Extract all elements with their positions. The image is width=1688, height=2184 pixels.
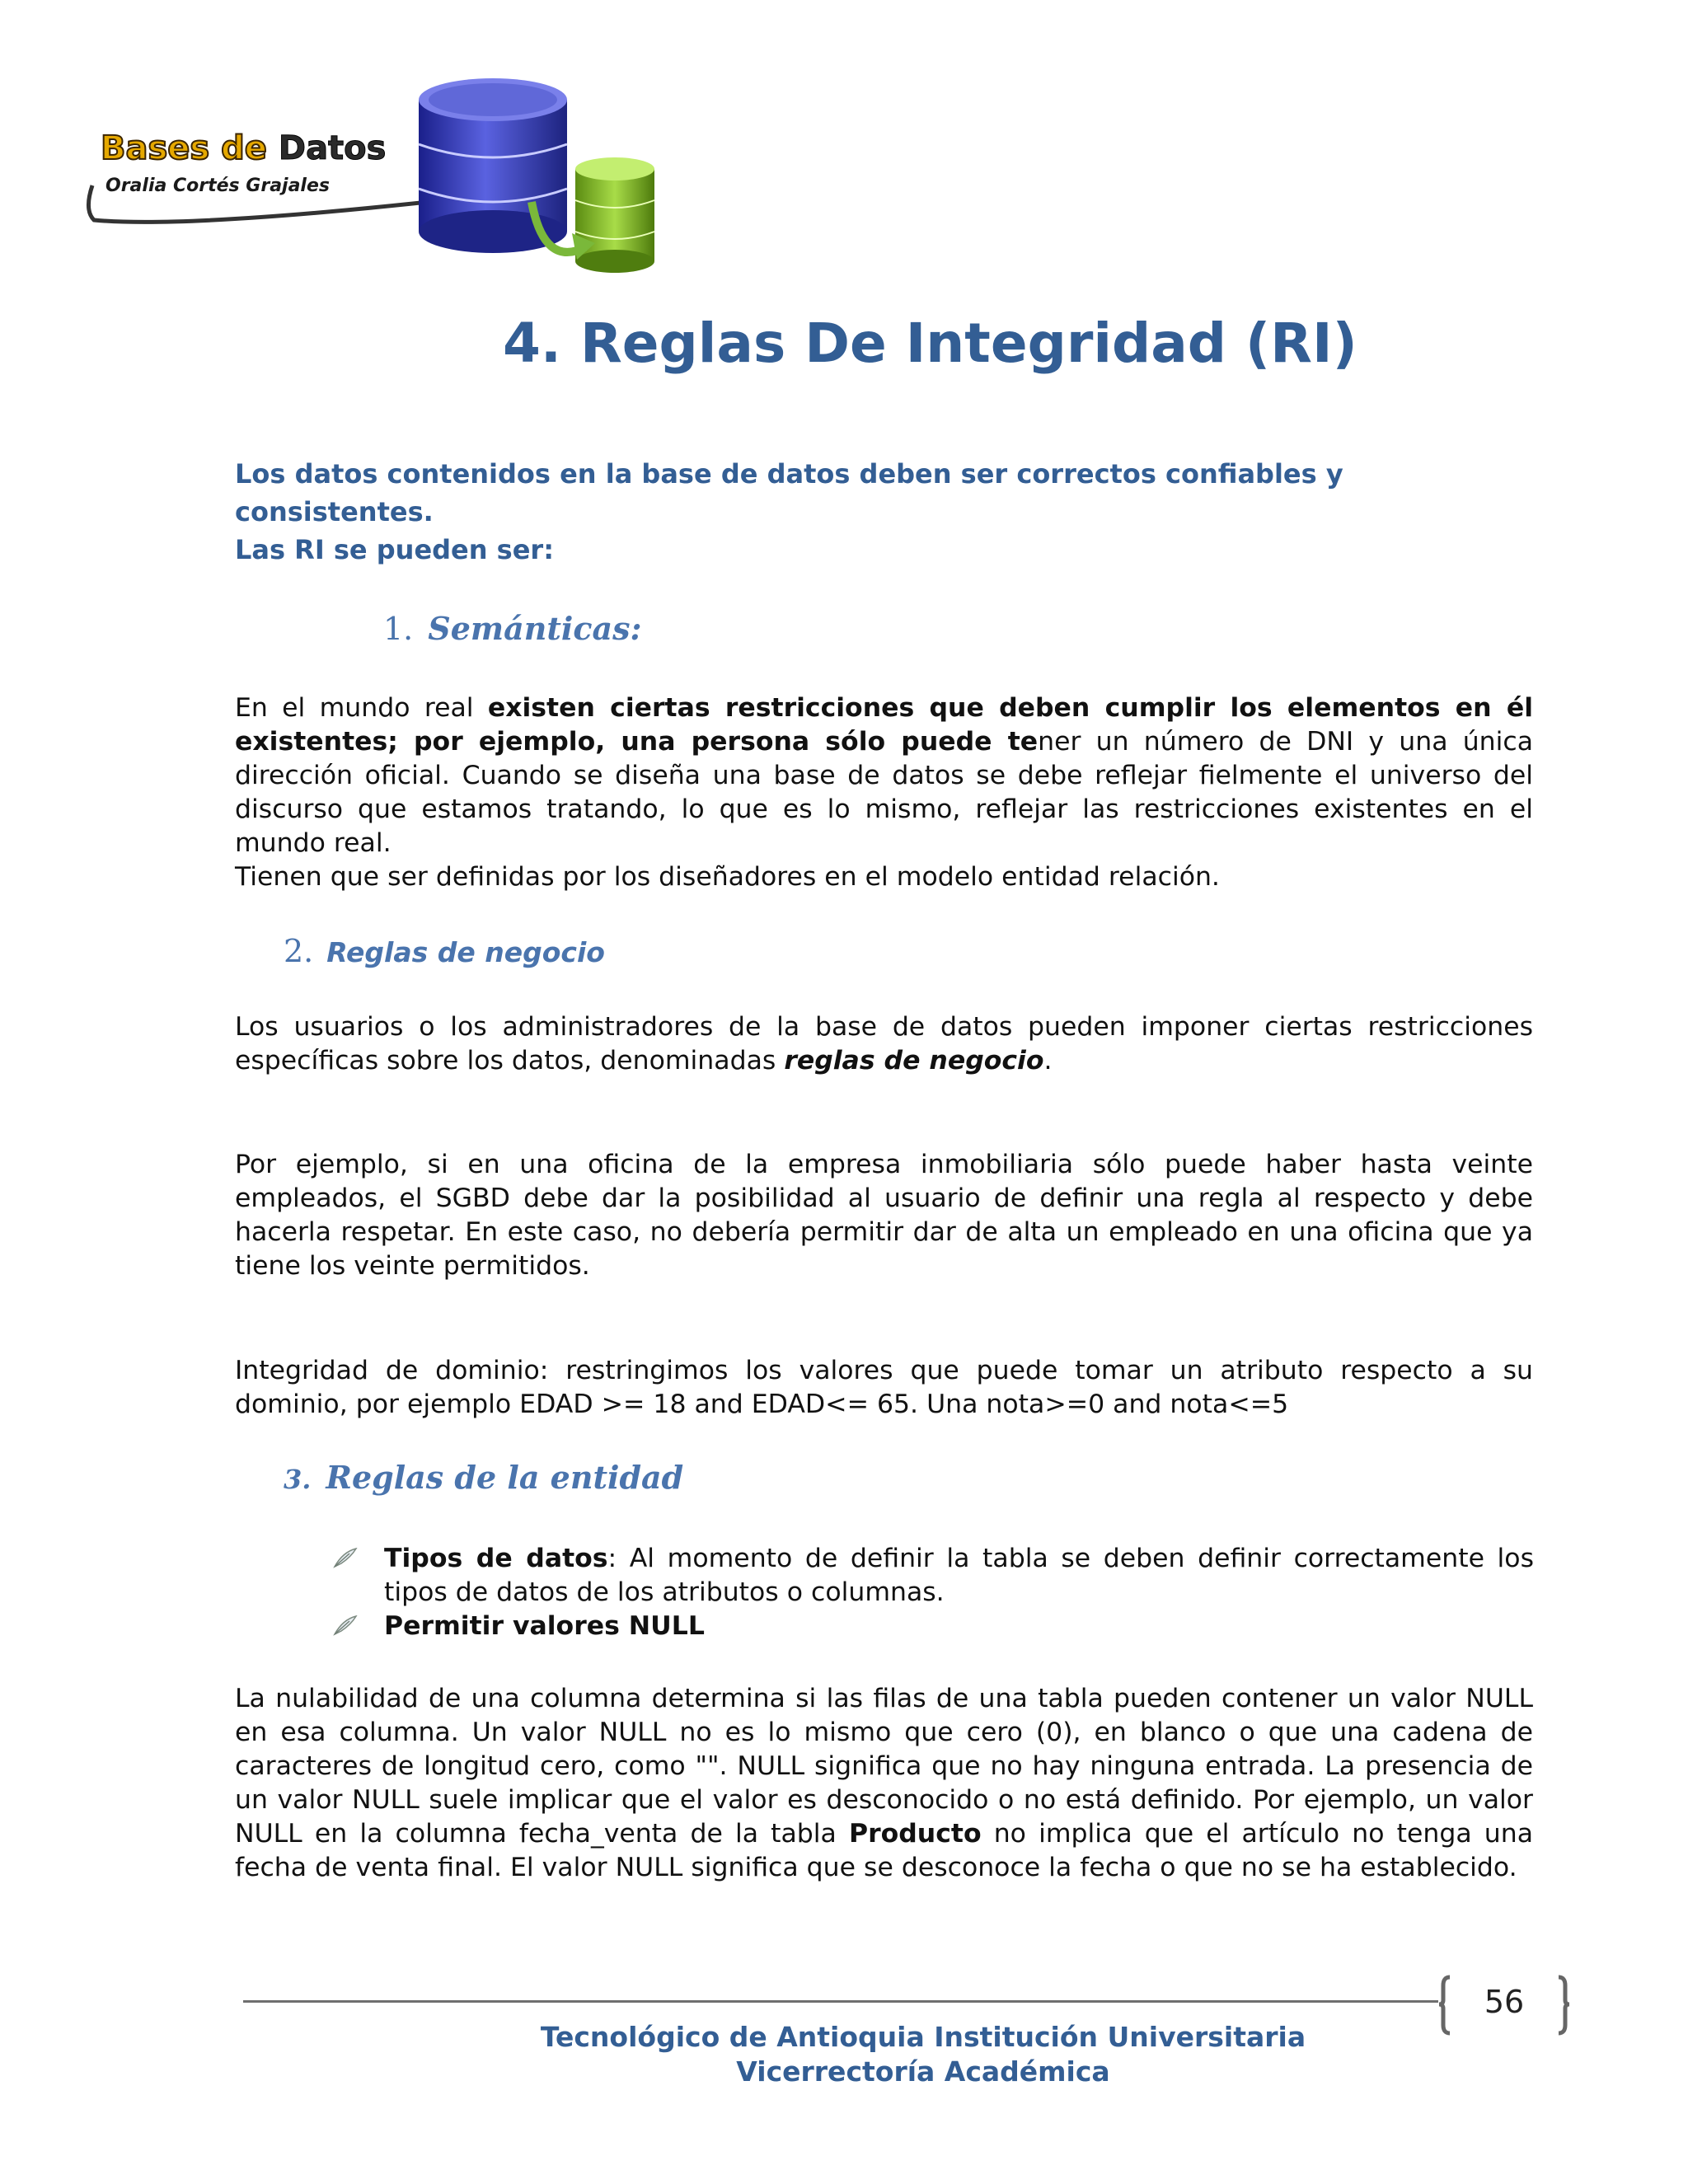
logo [82,78,676,284]
intro-line: Los datos contenidos en la base de datos deben ser correctos confiables y [235,458,1343,490]
intro-line: Las RI se pueden ser: [235,534,554,565]
paragraph-negocio-2: Por ejemplo, si en una oficina de la empresa inmobiliaria sólo puede haber hasta veinte empleados, el SGBD debe dar la posibilidad al usuario de definir una regla al respecto y debe hacerla respetar. En este caso, no debería permitir dar de alta un empleado en una oficina que ya tiene los veinte permitidos. [235,1150,1533,1281]
intro-block [235,455,1537,569]
section-title: Reglas de la entidad [326,1459,684,1496]
section-number: 3. [284,1464,312,1495]
paragraph-entidad: La nulabilidad de una columna determina si las filas de una tabla pueden contener un valor NULL en esa columna. Un valor NULL no es lo mismo que cero (0), en blanco o que una cadena de caracteres de longitud cero, como "". NULL significa que no hay ninguna entrada. La presencia de un valor NULL suele implicar que el valor es desconocido o no está definido. Por ejemplo, un valor NULL en la columna fecha_venta de la tabla Producto no implica que el artículo no tenga una fecha de venta final. El valor NULL significa que se desconoce la fecha o que no se ha establecido. [235,1684,1534,1882]
section-number: 2. [284,933,314,969]
section-number: 1. [383,611,414,647]
logo-author: Oralia Cortés Grajales [106,176,330,196]
section-title: Reglas de negocio [326,936,605,968]
paragraph-negocio-3: Integridad de dominio: restringimos los valores que puede tomar un atributo respecto a su dominio, por ejemplo EDAD >= 18 and EDAD<= 65. Una nota>=0 and nota<=5 [235,1356,1533,1419]
page-number: 56 [1484,1984,1525,2020]
section-heading-negocio [284,933,605,969]
section-heading-entidad [284,1459,683,1496]
paragraph-negocio-1: Los usuarios o los administradores de la base de datos pueden imponer ciertas restricciones específicas sobre los datos, denominadas reglas de negocio. [235,1012,1533,1076]
intro-line: consistentes. [235,496,434,527]
footer-divider [243,2000,1438,2003]
logo-title: Bases de Datos [101,129,387,167]
footer-department: Vicerrectoría Académica [736,2055,1110,2088]
bullet-text: Tipos de datos: Al momento de definir la tabla se deben definir correctamente los tipos de datos de los atributos o columnas. [384,1544,1534,1607]
paragraph-semanticas: En el mundo real existen ciertas restricciones que deben cumplir los elementos en él existentes; por ejemplo, una persona sólo puede tener un número de DNI y una única dirección oficial. Cuando se diseña una base de datos se debe reflejar fielmente el universo del discurso que estamos tratando, lo que es lo mismo, reflejar las restricciones existentes en el mundo real. [235,693,1534,858]
feather-bullet-icon [331,1613,359,1638]
footer-institution: Tecnológico de Antioquia Institución Universitaria [540,2021,1306,2053]
paragraph-semanticas-line: Tienen que ser definidas por los diseñadores en el modelo entidad relación. [235,862,1220,892]
bullet-text: Permitir valores NULL [384,1611,705,1641]
feather-bullet-icon [331,1545,359,1570]
page-title: 4. Reglas De Integridad (RI) [503,312,1357,375]
section-title: Semánticas: [428,610,642,647]
section-heading-semanticas [383,610,642,647]
